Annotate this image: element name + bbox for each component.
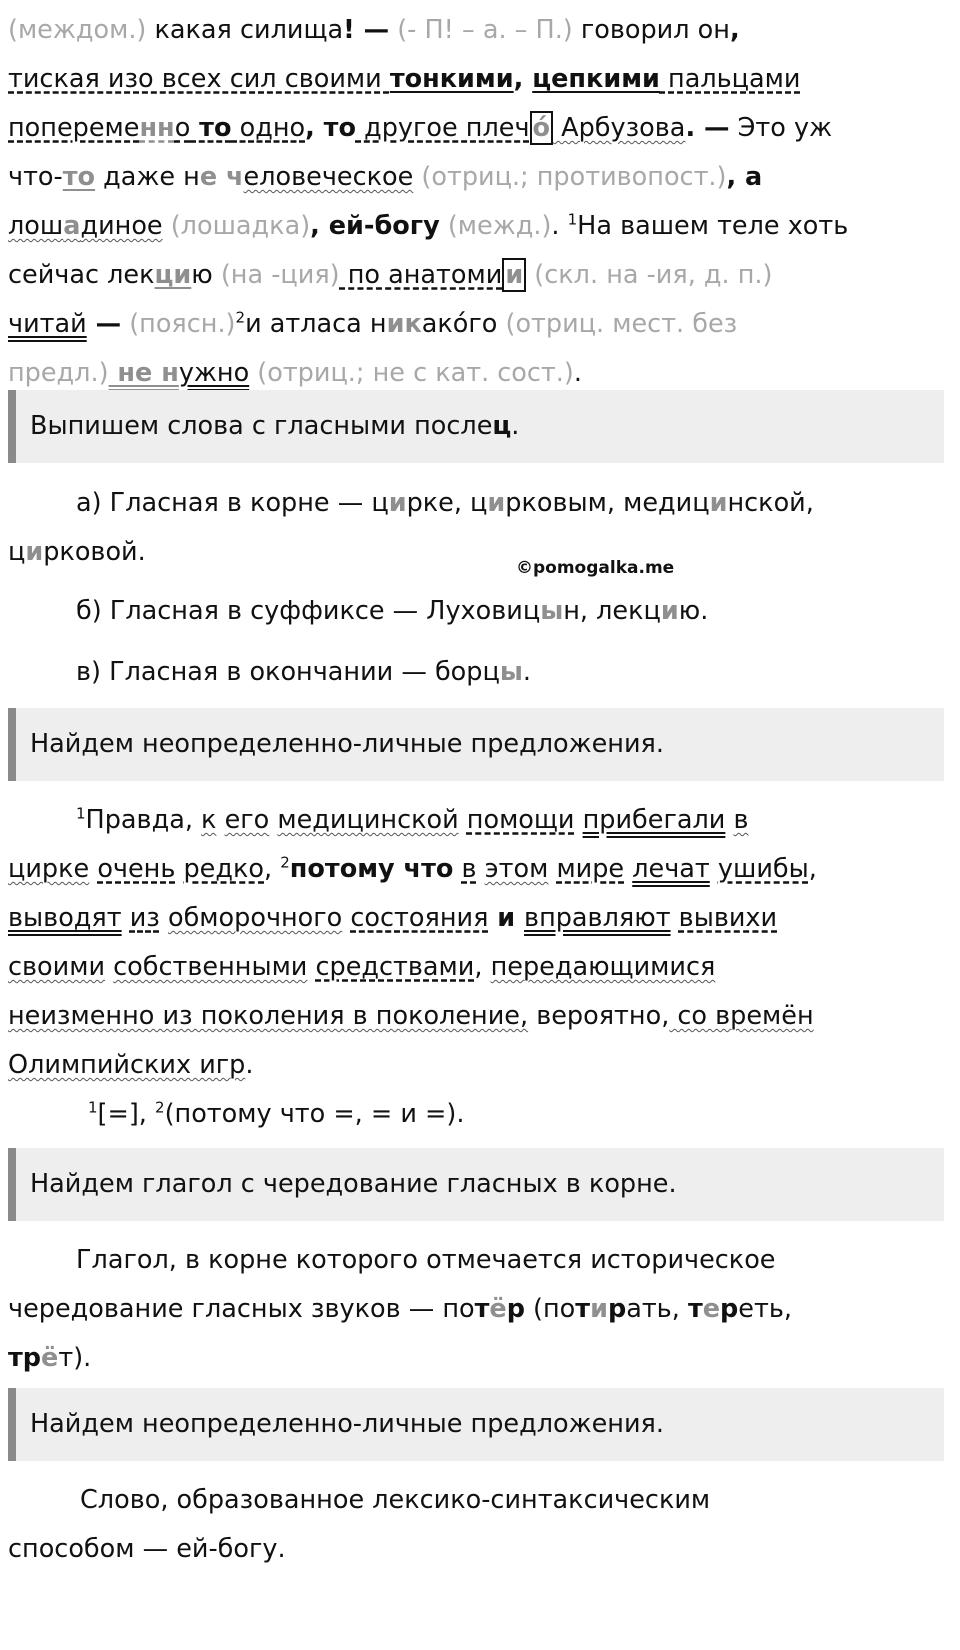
intro-line-5: лошадиное (лошадка), ей-богу (межд.). $^1$На вашем теле хоть <box>8 210 849 241</box>
section-header-alternation-verb: Найдем глагол с чередование гласных в корне. <box>8 1148 944 1221</box>
intro-line-8: предл.) не нужно (отриц.; не с кат. сост.). <box>8 358 582 388</box>
sentence-scheme: $^1$[=], $^2$(потому что =, = и =). <box>88 1098 465 1129</box>
section-header-indefinite-sentences-2: Найдем неопределенно-личные предложения. <box>8 1388 944 1461</box>
watermark: ©pomogalka.me <box>516 558 675 578</box>
sentence-line-5: неизменно из поколения в поколение, вероятно, со времён <box>8 1001 814 1031</box>
suffix-vowel-item: б) Гласная в суффиксе — Луховицын, лекцию. <box>76 596 709 626</box>
sentence-analysis <box>8 796 953 1090</box>
section-header-vowels-after-ts: Выпишем слова с гласными после ц . <box>8 390 944 463</box>
root-vowel-item: а) Гласная в корне — цирке, цирковым, медицинской, цирковой. <box>8 488 814 567</box>
alternation-line-2: чередование гласных звуков — потёр (потирать, тереть, <box>8 1294 792 1324</box>
sentence-line-1: $^1$Правда, к его медицинской помощи прибегали в <box>76 804 749 835</box>
alternation-answer <box>8 1236 953 1383</box>
intro-line-6: сейчас лекцию (на -ция) по анатоми и (скл. на -ия, д. п.) <box>8 260 773 290</box>
sentence-line-4: своими собственными средствами, передающимися <box>8 952 716 982</box>
alternation-line-1: Глагол, в корне которого отмечается историческое <box>76 1245 776 1275</box>
word-formation-answer <box>8 1476 953 1574</box>
intro-line-1: (междом.) какая силища! — (- П! – а. – П.) говорил он, <box>8 15 740 45</box>
alternation-line-3: трёт). <box>8 1343 92 1373</box>
sentence-line-6: Олимпийских игр. <box>8 1050 254 1080</box>
sentence-line-2: цирке очень редко, $^2$потому что в этом мире лечат ушибы, <box>8 853 817 884</box>
analyzed-text <box>8 6 953 398</box>
intro-line-4: что-то даже не человеческое (отриц.; противопост.), а <box>8 162 763 192</box>
section-header-indefinite-sentences: Найдем неопределенно-личные предложения. <box>8 708 944 781</box>
ending-vowel-item: в) Гласная в окончании — борцы. <box>76 657 531 687</box>
intro-line-7: читай — (поясн.)$^2$и атласа никако́го (отриц. мест. без <box>8 308 738 339</box>
formation-line-1: Слово, образованное лексико-синтаксическим <box>80 1485 711 1515</box>
sentence-line-3: выводят из обморочного состояния и вправляют вывихи <box>8 903 778 933</box>
intro-line-3: попеременно то одно, то другое плеч о́ Арбузова. — Это уж <box>8 113 833 143</box>
ending-box: о́ <box>530 111 554 145</box>
intro-line-2: тиская изо всех сил своими тонкими, цепкими пальцами <box>8 64 801 94</box>
ending-box: и <box>502 258 526 292</box>
formation-line-2: способом — ей-богу. <box>8 1534 286 1564</box>
